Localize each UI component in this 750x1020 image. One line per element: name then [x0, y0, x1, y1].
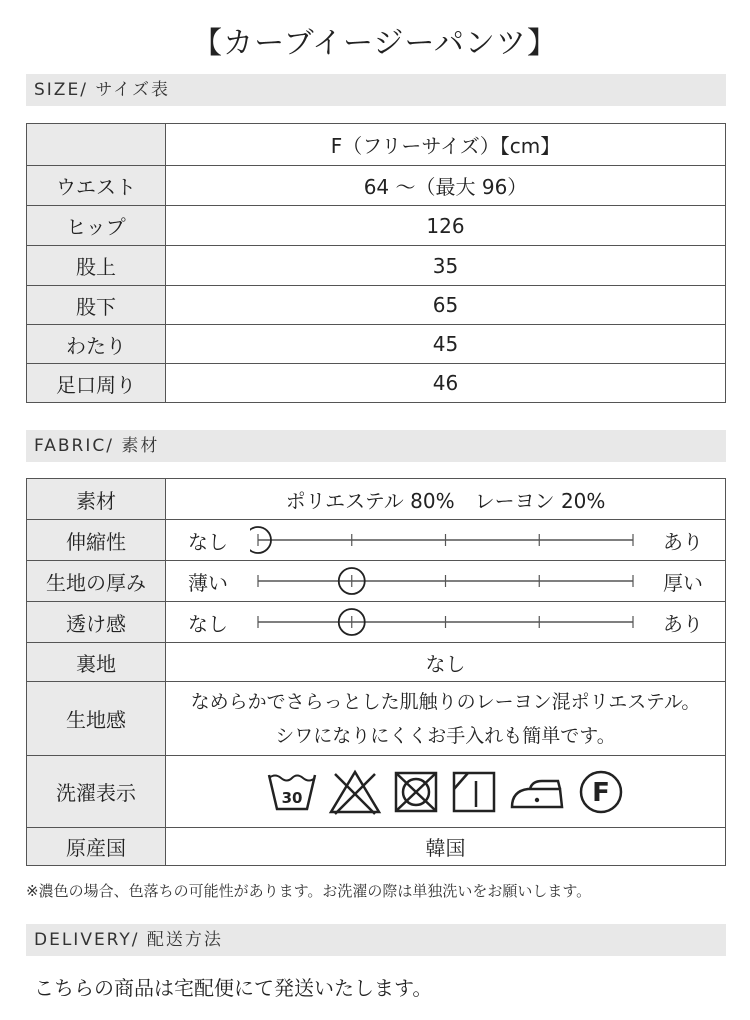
thickness-scale	[166, 566, 725, 596]
no-tumble-dry-icon	[392, 769, 440, 815]
fabric-value-lining: なし	[166, 643, 726, 682]
size-col-header: F（フリーサイズ）【cm】	[166, 124, 726, 166]
stretch-scale	[166, 525, 725, 555]
fabric-section-header: FABRIC/ 素材	[26, 430, 726, 462]
scale-left-label: なし	[188, 611, 228, 636]
care-note: ※濃色の場合、色落ちの可能性があります。お洗濯の際は単独洗いをお願いします。	[26, 882, 592, 900]
scale-track	[250, 607, 641, 637]
fabric-label-lining: 裏地	[27, 643, 166, 682]
scale-label-stretch: 伸縮性	[27, 520, 166, 561]
scale-right-label: あり	[663, 611, 703, 636]
texture-line-2: シワになりにくくお手入れも簡単です。	[275, 724, 616, 747]
wash-30-icon	[266, 769, 318, 815]
size-label-waist: ウエスト	[27, 166, 166, 206]
scale-left-label: 薄い	[188, 570, 228, 595]
fabric-value-origin: 韓国	[166, 828, 726, 866]
size-label-rise: 股上	[27, 246, 166, 286]
delivery-text: こちらの商品は宅配便にて発送いたします。	[34, 976, 433, 1000]
size-value-thigh: 45	[166, 325, 726, 364]
fabric-label-care: 洗濯表示	[27, 756, 166, 828]
fabric-label-texture: 生地感	[27, 682, 166, 756]
iron-low-icon	[508, 769, 566, 815]
page-title: 【カーブイージーパンツ】	[192, 26, 558, 61]
size-table	[26, 123, 726, 403]
wash-temp-label: 30	[281, 788, 302, 807]
scale-track	[250, 525, 641, 555]
dry-clean-f-icon	[576, 769, 626, 815]
scale-label-thickness: 生地の厚み	[27, 561, 166, 602]
fabric-label-material: 素材	[27, 479, 166, 520]
size-label-thigh: わたり	[27, 325, 166, 364]
size-value-hip: 126	[166, 206, 726, 246]
size-label-hem: 足口周り	[27, 364, 166, 403]
size-label-inseam: 股下	[27, 286, 166, 325]
scale-right-label: あり	[663, 529, 703, 554]
fabric-value-material: ポリエステル 80% レーヨン 20%	[166, 479, 726, 520]
size-label-hip: ヒップ	[27, 206, 166, 246]
size-section-header: SIZE/ サイズ表	[26, 74, 726, 106]
fabric-table	[26, 478, 726, 866]
care-icons	[166, 769, 725, 815]
fabric-label-origin: 原産国	[27, 828, 166, 866]
scale-label-sheerness: 透け感	[27, 602, 166, 643]
scale-left-label: なし	[188, 529, 228, 554]
size-value-waist: 64 〜（最大 96）	[166, 166, 726, 206]
size-value-inseam: 65	[166, 286, 726, 325]
sheerness-scale	[166, 607, 725, 637]
delivery-section-header: DELIVERY/ 配送方法	[26, 924, 726, 956]
size-value-hem: 46	[166, 364, 726, 403]
line-dry-shade-icon	[450, 769, 498, 815]
scale-right-label: 厚い	[663, 570, 703, 595]
dry-clean-letter: F	[591, 777, 610, 808]
size-value-rise: 35	[166, 246, 726, 286]
texture-line-1: なめらかでさらっとした肌触りのレーヨン混ポリエステル。	[190, 690, 701, 713]
size-table-corner	[27, 124, 166, 166]
no-bleach-icon	[328, 769, 382, 815]
scale-track	[250, 566, 641, 596]
